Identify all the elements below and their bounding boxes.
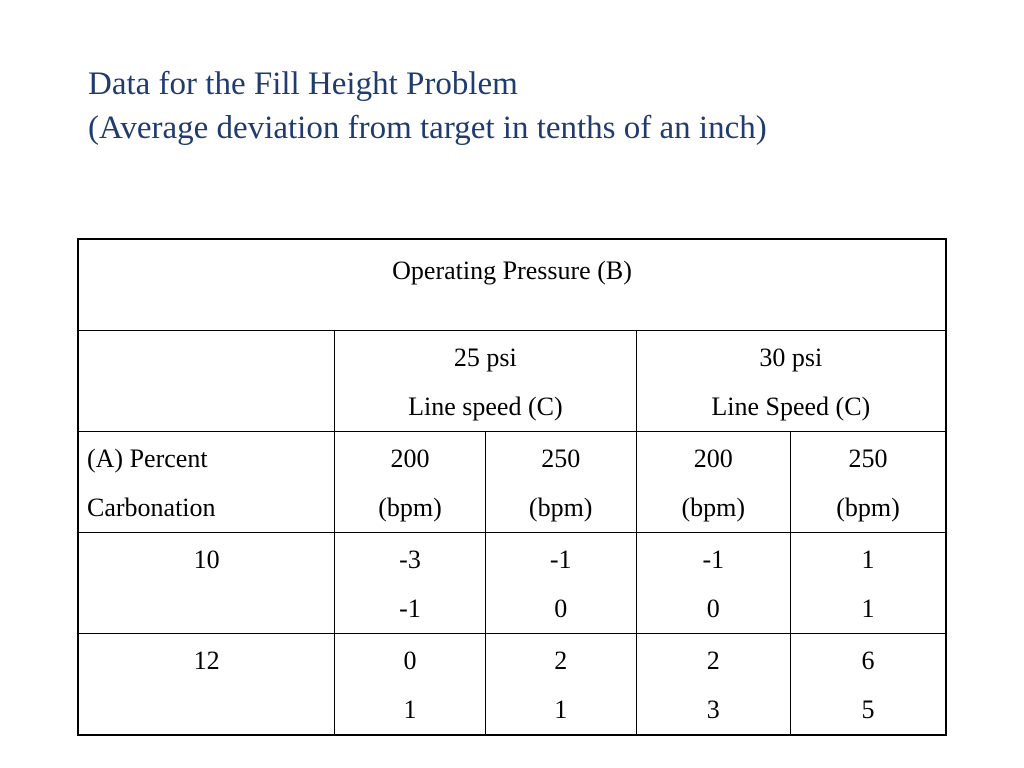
line-speed-label: Line Speed (C)	[711, 392, 871, 421]
pressure-group-25	[335, 331, 636, 432]
speed-unit: (bpm)	[528, 493, 593, 522]
observation: -1	[702, 545, 725, 574]
speed-value: 200	[390, 444, 430, 473]
observation: -3	[399, 545, 421, 574]
observation: 0	[706, 594, 720, 623]
speed-value: 250	[848, 444, 888, 473]
table-row	[78, 533, 946, 634]
title-line-2: (Average deviation from target in tenths of an inch)	[88, 110, 767, 146]
observation: 1	[861, 545, 875, 574]
table-row	[78, 634, 946, 736]
row-header-line-2: Carbonation	[87, 493, 216, 522]
table-cell	[636, 533, 790, 634]
speed-value: 200	[693, 444, 733, 473]
observation: 0	[403, 646, 417, 675]
table-row-pressure	[78, 331, 946, 432]
empty-corner-cell	[78, 331, 335, 432]
speed-value: 250	[541, 444, 581, 473]
table-cell	[485, 533, 636, 634]
table-cell	[335, 634, 486, 736]
observation: 2	[554, 646, 568, 675]
observation: -1	[549, 545, 572, 574]
speed-column-header	[335, 432, 486, 533]
line-speed-label: Line speed (C)	[408, 392, 563, 421]
observation: 1	[403, 695, 417, 724]
observation: 6	[861, 646, 875, 675]
table-cell	[791, 634, 946, 736]
operating-pressure-header: Operating Pressure (B)	[78, 239, 946, 331]
carbonation-value: 10	[78, 533, 335, 634]
observation: -1	[399, 594, 421, 623]
table-cell	[791, 533, 946, 634]
table-row-speeds	[78, 432, 946, 533]
row-header-line-1: (A) Percent	[87, 444, 208, 473]
observation: 3	[706, 695, 720, 724]
observation: 2	[706, 646, 720, 675]
slide-title	[88, 62, 767, 150]
carbonation-value: 12	[78, 634, 335, 736]
speed-unit: (bpm)	[836, 493, 900, 522]
table-cell	[636, 634, 790, 736]
speed-column-header	[636, 432, 790, 533]
speed-unit: (bpm)	[378, 493, 442, 522]
speed-unit: (bpm)	[681, 493, 746, 522]
observation: 0	[554, 594, 568, 623]
pressure-value: 25 psi	[453, 343, 517, 372]
table-row-header	[78, 239, 946, 331]
speed-column-header	[485, 432, 636, 533]
observation: 1	[861, 594, 875, 623]
observation: 1	[554, 695, 568, 724]
observation: 5	[861, 695, 875, 724]
table-cell	[335, 533, 486, 634]
carbonation-row-header	[78, 432, 335, 533]
fill-height-table	[77, 238, 947, 736]
title-line-1: Data for the Fill Height Problem	[88, 66, 518, 102]
table-cell	[485, 634, 636, 736]
speed-column-header	[791, 432, 946, 533]
pressure-value: 30 psi	[759, 343, 823, 372]
pressure-group-30	[636, 331, 946, 432]
